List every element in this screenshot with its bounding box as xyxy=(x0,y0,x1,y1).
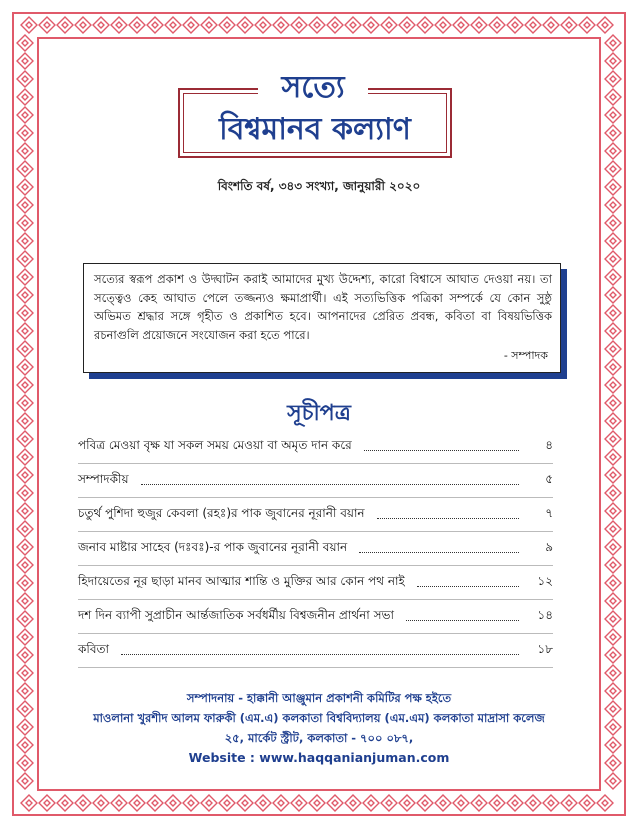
toc-row[interactable] xyxy=(78,600,553,634)
border-motif xyxy=(605,665,621,681)
footer-editor-line: সম্পাদনায় - হাক্কানী আঞ্জুমান প্রকাশনী কমিটির পক্ষ হইতে xyxy=(186,691,452,705)
leader-dots xyxy=(417,585,519,587)
website-link[interactable]: Website : www.haqqanianjuman.com xyxy=(188,750,450,765)
border-motif xyxy=(543,17,559,33)
border-motif xyxy=(605,503,621,519)
border-motif xyxy=(435,17,451,33)
border-motif xyxy=(605,647,621,663)
border-motif xyxy=(561,17,577,33)
border-motif xyxy=(165,17,181,33)
border-motif xyxy=(605,377,621,393)
border-motif xyxy=(201,17,217,33)
border-motif xyxy=(309,795,325,811)
leader-dots xyxy=(121,653,519,655)
border-motif xyxy=(273,17,289,33)
border-motif xyxy=(17,89,33,105)
toc-page-number: ১২ xyxy=(537,573,553,588)
border-motif xyxy=(129,17,145,33)
border-motif xyxy=(381,795,397,811)
border-motif xyxy=(147,17,163,33)
border-motif xyxy=(21,795,37,811)
border-motif xyxy=(507,795,523,811)
border-motif xyxy=(605,197,621,213)
border-motif xyxy=(17,629,33,645)
border-motif xyxy=(605,269,621,285)
border-motif xyxy=(399,795,415,811)
border-motif xyxy=(111,795,127,811)
border-motif xyxy=(489,795,505,811)
border-motif xyxy=(543,795,559,811)
border-motif xyxy=(219,17,235,33)
toc-entry-title: সম্পাদকীয় xyxy=(78,471,129,486)
border-motif xyxy=(17,503,33,519)
border-motif xyxy=(75,795,91,811)
border-motif xyxy=(605,359,621,375)
toc-entry-title: চতুর্থ পুশিদা হুজুর কেবলা (রহঃ)র পাক জুবানের নূরানী বয়ান xyxy=(78,505,365,520)
border-motif xyxy=(597,17,613,33)
leader-dots xyxy=(406,619,519,621)
border-motif xyxy=(17,107,33,123)
toc-row[interactable] xyxy=(78,634,553,668)
border-motif xyxy=(453,795,469,811)
toc-page-number: ১৮ xyxy=(537,641,553,656)
border-motif xyxy=(273,795,289,811)
border-motif xyxy=(17,557,33,573)
border-motif xyxy=(605,611,621,627)
toc-entry-title: জনাব মাষ্টার সাহেব (দঃবঃ)-র পাক জুবানের নূরানী বয়ান xyxy=(78,539,348,554)
border-motif xyxy=(237,795,253,811)
border-motif xyxy=(489,17,505,33)
border-motif xyxy=(605,53,621,69)
toc-title: সূচীপত্র xyxy=(287,401,351,426)
border-motif xyxy=(17,71,33,87)
border-motif xyxy=(399,17,415,33)
border-motif xyxy=(605,323,621,339)
border-motif xyxy=(605,251,621,267)
border-motif xyxy=(17,467,33,483)
toc-entry-title: দশ দিন ব্যাপী সুপ্রাচীন আর্ন্তজাতিক সর্বধর্মীয় বিশ্বজনীন প্রার্থনা সভা xyxy=(78,607,394,622)
border-motif xyxy=(605,449,621,465)
border-motif xyxy=(471,17,487,33)
border-motif xyxy=(605,575,621,591)
border-motif xyxy=(605,773,621,789)
border-motif xyxy=(17,35,33,51)
border-motif xyxy=(605,71,621,87)
border-motif xyxy=(39,17,55,33)
toc-page-number: ৯ xyxy=(545,539,553,554)
publisher-footer xyxy=(0,688,638,768)
border-motif xyxy=(605,305,621,321)
border-motif xyxy=(129,795,145,811)
border-motif xyxy=(165,795,181,811)
border-motif xyxy=(605,107,621,123)
border-motif xyxy=(17,575,33,591)
border-motif xyxy=(111,17,127,33)
border-motif xyxy=(605,341,621,357)
border-motif xyxy=(17,269,33,285)
border-motif xyxy=(93,17,109,33)
border-motif xyxy=(17,593,33,609)
border-motif xyxy=(17,611,33,627)
border-motif xyxy=(453,17,469,33)
border-motif xyxy=(17,143,33,159)
border-motif xyxy=(605,521,621,537)
border-motif xyxy=(605,539,621,555)
border-motif xyxy=(17,197,33,213)
border-motif xyxy=(605,467,621,483)
border-motif xyxy=(17,431,33,447)
border-motif xyxy=(561,795,577,811)
border-motif xyxy=(93,795,109,811)
border-motif xyxy=(579,17,595,33)
border-motif xyxy=(291,17,307,33)
toc-page-number: ৭ xyxy=(545,505,553,520)
toc-entry-title: কবিতা xyxy=(78,641,109,656)
border-motif xyxy=(605,629,621,645)
border-motif xyxy=(417,17,433,33)
border-motif xyxy=(17,539,33,555)
border-motif xyxy=(17,647,33,663)
toc-row[interactable] xyxy=(78,498,553,532)
notice-text: সত্যের স্বরূপ প্রকাশ ও উদ্ঘাটন করাই আমাদের মুখ্য উদ্দেশ্য, কারো বিশ্বাসে আঘাত দেওয়া নয়। তা সত্ত্বেও কেহ আঘাত পেলে তজ্জন্যও ক্ষমাপ্রার্থী। এই সত্যভিত্তিক পত্রিকা সম্পর্কে যে কোন সুষ্ঠু অভিমত শ্রদ্ধার সঙ্গে গৃহীত ও প্রকাশিত হবে। আপনাদের প্রেরিত প্রবন্ধ, কবিতা বা বিষয়ভিত্তিক রচনাগুলি প্রয়োজনে সংযোজন করা হতে পারে। xyxy=(94,272,552,342)
border-motif xyxy=(17,485,33,501)
border-motif xyxy=(57,795,73,811)
editorial-notice xyxy=(83,263,561,373)
border-motif xyxy=(21,17,37,33)
border-motif xyxy=(417,795,433,811)
toc-entry-title: হিদায়েতের নূর ছাড়া মানব আত্মার শান্তি ও মুক্তির আর কোন পথ নাই xyxy=(78,573,405,588)
border-motif xyxy=(201,795,217,811)
border-motif xyxy=(17,161,33,177)
leader-dots xyxy=(359,551,519,553)
border-motif xyxy=(17,449,33,465)
table-of-contents xyxy=(78,430,553,668)
border-motif xyxy=(327,17,343,33)
border-motif xyxy=(605,35,621,51)
toc-row[interactable] xyxy=(78,464,553,498)
footer-editor-name: মাওলানা খুরশীদ আলম ফারুকী (এম.এ) কলকাতা বিশ্ববিদ্যালয় (এম.এম) কলকাতা মাদ্রাসা কলেজ xyxy=(93,711,545,725)
leader-dots xyxy=(377,517,519,519)
masthead-title: বিশ্বমানব কল্যাণ xyxy=(219,112,411,147)
border-motif xyxy=(605,125,621,141)
footer-address: ২৫, মার্কেট স্ট্রীট, কলকাতা - ৭০০ ০৮৭, xyxy=(224,731,414,745)
border-motif xyxy=(605,233,621,249)
border-motif xyxy=(255,17,271,33)
border-motif xyxy=(605,431,621,447)
border-motif xyxy=(605,143,621,159)
border-motif xyxy=(345,795,361,811)
border-motif xyxy=(605,485,621,501)
masthead-title-top: সত্যে xyxy=(258,70,368,106)
border-motif xyxy=(291,795,307,811)
leader-dots xyxy=(364,449,519,451)
border-motif xyxy=(183,795,199,811)
border-motif xyxy=(363,795,379,811)
border-motif xyxy=(525,17,541,33)
border-motif xyxy=(605,593,621,609)
border-motif xyxy=(75,17,91,33)
toc-row[interactable] xyxy=(78,566,553,600)
border-motif xyxy=(435,795,451,811)
border-motif xyxy=(17,251,33,267)
border-motif xyxy=(219,795,235,811)
border-motif xyxy=(605,287,621,303)
border-motif xyxy=(17,359,33,375)
border-motif xyxy=(507,17,523,33)
border-motif xyxy=(605,161,621,177)
border-motif xyxy=(605,557,621,573)
border-motif xyxy=(17,773,33,789)
border-motif xyxy=(17,377,33,393)
border-motif xyxy=(39,795,55,811)
border-motif xyxy=(345,17,361,33)
toc-page-number: ৪ xyxy=(545,437,553,452)
border-motif xyxy=(17,305,33,321)
toc-page-number: ৫ xyxy=(545,471,553,486)
border-motif xyxy=(363,17,379,33)
border-motif xyxy=(17,215,33,231)
border-motif xyxy=(147,795,163,811)
border-motif xyxy=(17,665,33,681)
issue-line: বিংশতি বর্ষ, ৩৪৩ সংখ্যা, জানুয়ারী ২০২০ xyxy=(217,179,421,193)
border-motif xyxy=(17,521,33,537)
border-motif xyxy=(17,341,33,357)
border-motif xyxy=(17,287,33,303)
border-motif xyxy=(17,53,33,69)
border-motif xyxy=(471,795,487,811)
border-motif xyxy=(597,795,613,811)
border-motif xyxy=(579,795,595,811)
border-motif xyxy=(57,17,73,33)
toc-row[interactable] xyxy=(78,532,553,566)
border-motif xyxy=(381,17,397,33)
border-motif xyxy=(17,323,33,339)
border-motif xyxy=(183,17,199,33)
leader-dots xyxy=(141,483,519,485)
toc-row[interactable] xyxy=(78,430,553,464)
border-motif xyxy=(237,17,253,33)
toc-entry-title: পবিত্র মেওয়া বৃক্ষ যা সকল সময় মেওয়া বা অমৃত দান করে xyxy=(78,437,352,452)
border-motif xyxy=(17,233,33,249)
notice-signature: - সম্পাদক xyxy=(503,349,548,362)
border-motif xyxy=(605,89,621,105)
border-motif xyxy=(327,795,343,811)
border-motif xyxy=(525,795,541,811)
border-motif xyxy=(605,215,621,231)
toc-page-number: ১৪ xyxy=(537,607,553,622)
border-motif xyxy=(309,17,325,33)
border-motif xyxy=(255,795,271,811)
border-motif xyxy=(17,125,33,141)
